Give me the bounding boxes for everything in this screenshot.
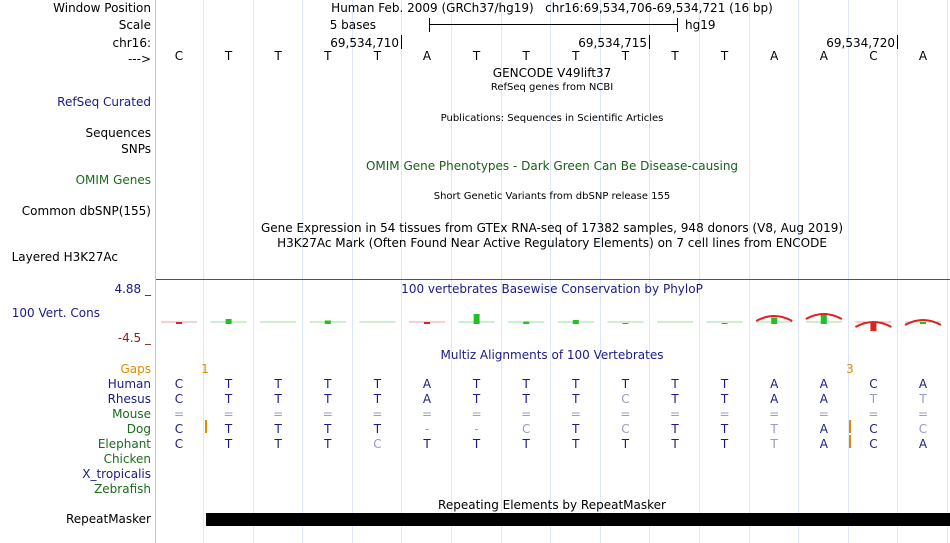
alignment-base[interactable]: T	[621, 437, 630, 451]
genomic-position: chr16:69,534,706-69,534,721 (16 bp)	[545, 1, 773, 15]
dna-base[interactable]: T	[274, 49, 282, 63]
alignment-base[interactable]: T	[224, 377, 233, 391]
ruler-coordinate: 69,534,715	[578, 36, 647, 50]
phylop-bar[interactable]	[176, 322, 182, 324]
alignment-base[interactable]: C	[869, 437, 878, 451]
alignment-base[interactable]: =	[223, 407, 234, 421]
grid-line	[352, 0, 353, 543]
dna-base[interactable]: T	[373, 49, 382, 63]
label-window-position[interactable]: Window Position	[53, 1, 151, 15]
alignment-base[interactable]: T	[671, 422, 679, 436]
label-cons-bottom-value: -4.5 _	[117, 331, 151, 345]
alignment-base[interactable]: =	[521, 407, 532, 421]
species-label-human[interactable]: Human	[107, 377, 151, 391]
dna-base[interactable]: T	[720, 49, 729, 63]
scale-bases: 5 bases	[329, 18, 376, 32]
track-group-separator	[156, 279, 950, 280]
grid-line	[203, 0, 204, 543]
alignment-base[interactable]: T	[522, 437, 530, 451]
alignment-base[interactable]: C	[174, 377, 184, 391]
label-layered-h3k27ac[interactable]: Layered H3K27Ac	[11, 250, 118, 264]
label-omim-genes[interactable]: OMIM Genes	[75, 173, 151, 187]
dna-base[interactable]: A	[422, 49, 432, 63]
species-label-dog[interactable]: Dog	[126, 422, 151, 436]
phylop-bar[interactable]	[622, 323, 628, 324]
scale-db: hg19	[685, 18, 716, 32]
alignment-base[interactable]: T	[720, 377, 729, 391]
alignment-base[interactable]: T	[572, 392, 580, 406]
grid-line	[848, 0, 849, 543]
alignment-base[interactable]: A	[819, 422, 828, 436]
alignment-base[interactable]: T	[224, 437, 233, 451]
dna-base[interactable]: T	[324, 49, 332, 63]
alignment-base[interactable]: C	[621, 422, 630, 436]
ruler-tick	[401, 35, 402, 49]
dna-base[interactable]: T	[224, 49, 233, 63]
label-strand-arrow[interactable]: --->	[127, 52, 151, 66]
gencode-title[interactable]: GENCODE V49lift37	[492, 66, 612, 80]
alignment-base[interactable]: C	[373, 437, 382, 451]
species-label-elephant[interactable]: Elephant	[97, 437, 151, 451]
species-label-rhesus[interactable]: Rhesus	[107, 392, 151, 406]
gap-count-1: 1	[201, 362, 209, 376]
refseq-ncbi-title[interactable]: RefSeq genes from NCBI	[490, 82, 614, 93]
alignment-base[interactable]: C	[174, 422, 184, 436]
alignment-base[interactable]: A	[819, 392, 828, 406]
alignment-base[interactable]: T	[720, 437, 729, 451]
alignment-base[interactable]: =	[471, 407, 482, 421]
dna-base[interactable]: C	[174, 49, 184, 63]
label-scale[interactable]: Scale	[118, 18, 151, 32]
scale-bar-left-end	[429, 18, 430, 32]
dna-base[interactable]: T	[522, 49, 530, 63]
alignment-base[interactable]: A	[918, 437, 928, 451]
ruler-coordinate: 69,534,710	[330, 36, 399, 50]
label-snps[interactable]: SNPs	[121, 142, 151, 156]
dna-base[interactable]: T	[671, 49, 679, 63]
alignment-base[interactable]: T	[720, 422, 729, 436]
track-label-column	[0, 0, 155, 543]
grid-line	[699, 0, 700, 543]
phylop-bar[interactable]	[474, 314, 480, 324]
dna-base[interactable]: T	[572, 49, 580, 63]
alignment-base[interactable]: C	[621, 392, 630, 406]
repeatmasker-element[interactable]	[206, 513, 950, 526]
grid-line	[401, 0, 402, 543]
browser-track-area[interactable]	[156, 0, 950, 543]
dna-base[interactable]: T	[621, 49, 630, 63]
label-common-dbsnp[interactable]: Common dbSNP(155)	[21, 204, 151, 218]
phylop-bar[interactable]	[573, 320, 579, 324]
phylop-bar[interactable]	[523, 322, 529, 325]
alignment-base[interactable]: T	[373, 377, 382, 391]
species-label-zebrafish[interactable]: Zebrafish	[94, 482, 151, 496]
alignment-base[interactable]: T	[274, 437, 282, 451]
alignment-base[interactable]: T	[324, 437, 332, 451]
dbsnp-title[interactable]: Short Genetic Variants from dbSNP release 155	[433, 191, 671, 202]
label-gaps[interactable]: Gaps	[120, 362, 151, 376]
alignment-base[interactable]: T	[373, 422, 382, 436]
gtex-title[interactable]: Gene Expression in 54 tissues from GTEx RNA-seq of 17382 samples, 948 donors (V8, Aug 2019)	[260, 221, 844, 235]
grid-line	[897, 0, 898, 543]
alignment-base[interactable]: =	[769, 407, 780, 421]
grid-line	[302, 0, 303, 543]
insertion-marker	[849, 435, 851, 448]
alignment-base[interactable]: -	[474, 422, 479, 436]
dna-base[interactable]: T	[472, 49, 481, 63]
alignment-base[interactable]: T	[572, 437, 580, 451]
alignment-base[interactable]: =	[173, 407, 185, 421]
alignment-base[interactable]: T	[522, 392, 530, 406]
alignment-base[interactable]: A	[770, 392, 779, 406]
phylop-bar[interactable]	[325, 321, 331, 325]
phylop-bar[interactable]	[920, 322, 926, 324]
grid-line	[253, 0, 254, 543]
label-refseq-curated[interactable]: RefSeq Curated	[57, 95, 151, 109]
alignment-base[interactable]: T	[324, 422, 332, 436]
label-chrom[interactable]: chr16:	[112, 36, 151, 50]
scale-bar	[429, 24, 677, 25]
phylop-bar[interactable]	[424, 322, 430, 324]
alignment-base[interactable]: T	[274, 377, 282, 391]
alignment-base[interactable]: A	[819, 377, 828, 391]
dna-base[interactable]: C	[869, 49, 878, 63]
alignment-base[interactable]: =	[818, 407, 829, 421]
alignment-base[interactable]: A	[422, 377, 432, 391]
alignment-base[interactable]: C	[521, 422, 531, 436]
publications-title[interactable]: Publications: Sequences in Scientific Articles	[440, 113, 664, 124]
species-label-chicken[interactable]: Chicken	[103, 452, 151, 466]
species-label-x-tropicalis[interactable]: X_tropicalis	[82, 467, 151, 481]
alignment-base[interactable]: T	[224, 392, 233, 406]
alignment-base[interactable]: T	[919, 392, 927, 406]
alignment-base[interactable]: T	[324, 377, 332, 391]
alignment-base[interactable]: A	[770, 377, 779, 391]
omim-phenotypes-title[interactable]: OMIM Gene Phenotypes - Dark Green Can Be Disease-causing	[365, 159, 739, 173]
alignment-base[interactable]: A	[918, 377, 928, 391]
label-100-vert-cons[interactable]: 100 Vert. Cons	[11, 306, 100, 320]
alignment-base[interactable]: T	[621, 377, 630, 391]
phylop-bar[interactable]	[226, 319, 232, 324]
alignment-base[interactable]: =	[719, 407, 730, 421]
alignment-base[interactable]: T	[671, 392, 679, 406]
grid-line	[451, 0, 452, 543]
h3k27ac-title[interactable]: H3K27Ac Mark (Often Found Near Active Regulatory Elements) on 7 cell lines from ENCODE	[277, 236, 827, 250]
alignment-base[interactable]: A	[422, 392, 432, 406]
alignment-base[interactable]: =	[570, 407, 581, 421]
alignment-base[interactable]: =	[620, 407, 631, 421]
ruler-coordinate: 69,534,720	[826, 36, 895, 50]
assembly-name: Human Feb. 2009 (GRCh37/hg19)	[331, 1, 534, 15]
alignment-base[interactable]: T	[720, 392, 729, 406]
alignment-base[interactable]: T	[472, 392, 481, 406]
alignment-base[interactable]: C	[174, 437, 184, 451]
grid-line	[947, 0, 948, 543]
phylop-bar[interactable]	[722, 323, 728, 324]
alignment-base[interactable]: T	[770, 437, 778, 451]
gap-count-2: 3	[846, 362, 854, 376]
label-sequences[interactable]: Sequences	[85, 126, 151, 140]
dna-base[interactable]: A	[770, 49, 779, 63]
alignment-base[interactable]: T	[671, 437, 679, 451]
alignment-base[interactable]: T	[224, 422, 233, 436]
alignment-base[interactable]: T	[522, 377, 530, 391]
alignment-base[interactable]: C	[869, 422, 878, 436]
alignment-base[interactable]: C	[174, 392, 184, 406]
alignment-base[interactable]: T	[671, 377, 679, 391]
alignment-base[interactable]: T	[572, 377, 580, 391]
alignment-base[interactable]: T	[373, 392, 382, 406]
alignment-base[interactable]: =	[669, 407, 681, 421]
phylop-bar[interactable]	[870, 322, 876, 331]
ruler-tick	[649, 35, 650, 49]
insertion-marker	[205, 420, 207, 433]
alignment-base[interactable]: T	[324, 392, 332, 406]
species-label-mouse[interactable]: Mouse	[112, 407, 151, 421]
scale-bar-right-end	[677, 18, 678, 32]
alignment-base[interactable]: A	[819, 437, 828, 451]
alignment-base[interactable]: C	[869, 377, 878, 391]
alignment-base[interactable]: =	[917, 407, 929, 421]
dna-base[interactable]: A	[918, 49, 928, 63]
phylop-title[interactable]: 100 vertebrates Basewise Conservation by PhyloP	[401, 282, 703, 296]
grid-line	[649, 0, 650, 543]
alignment-base[interactable]: =	[421, 407, 433, 421]
alignment-base[interactable]: T	[869, 392, 878, 406]
phylop-conservation-plot[interactable]	[156, 300, 950, 340]
alignment-base[interactable]: T	[572, 422, 580, 436]
alignment-base[interactable]: T	[770, 422, 778, 436]
alignment-base[interactable]: =	[868, 407, 879, 421]
alignment-base[interactable]: =	[273, 407, 284, 421]
alignment-base[interactable]: T	[274, 392, 282, 406]
alignment-base[interactable]: -	[424, 422, 430, 436]
insertion-marker	[849, 420, 851, 433]
alignment-base[interactable]: C	[918, 422, 928, 436]
alignment-base[interactable]: =	[372, 407, 383, 421]
repeatmasker-title[interactable]: Repeating Elements by RepeatMasker	[438, 498, 666, 512]
grid-line	[798, 0, 799, 543]
window-position-text	[331, 1, 773, 15]
grid-line	[749, 0, 750, 543]
phylop-bar[interactable]	[771, 318, 777, 325]
label-repeatmasker[interactable]: RepeatMasker	[65, 512, 151, 526]
dna-base[interactable]: A	[819, 49, 828, 63]
multiz-title[interactable]: Multiz Alignments of 100 Vertebrates	[440, 348, 664, 362]
label-cons-top-value: 4.88 _	[114, 282, 151, 296]
alignment-base[interactable]: =	[322, 407, 333, 421]
alignment-base[interactable]: T	[472, 377, 481, 391]
alignment-base[interactable]: T	[423, 437, 431, 451]
ruler-tick	[897, 35, 898, 49]
alignment-base[interactable]: T	[472, 437, 481, 451]
alignment-base[interactable]: T	[274, 422, 282, 436]
